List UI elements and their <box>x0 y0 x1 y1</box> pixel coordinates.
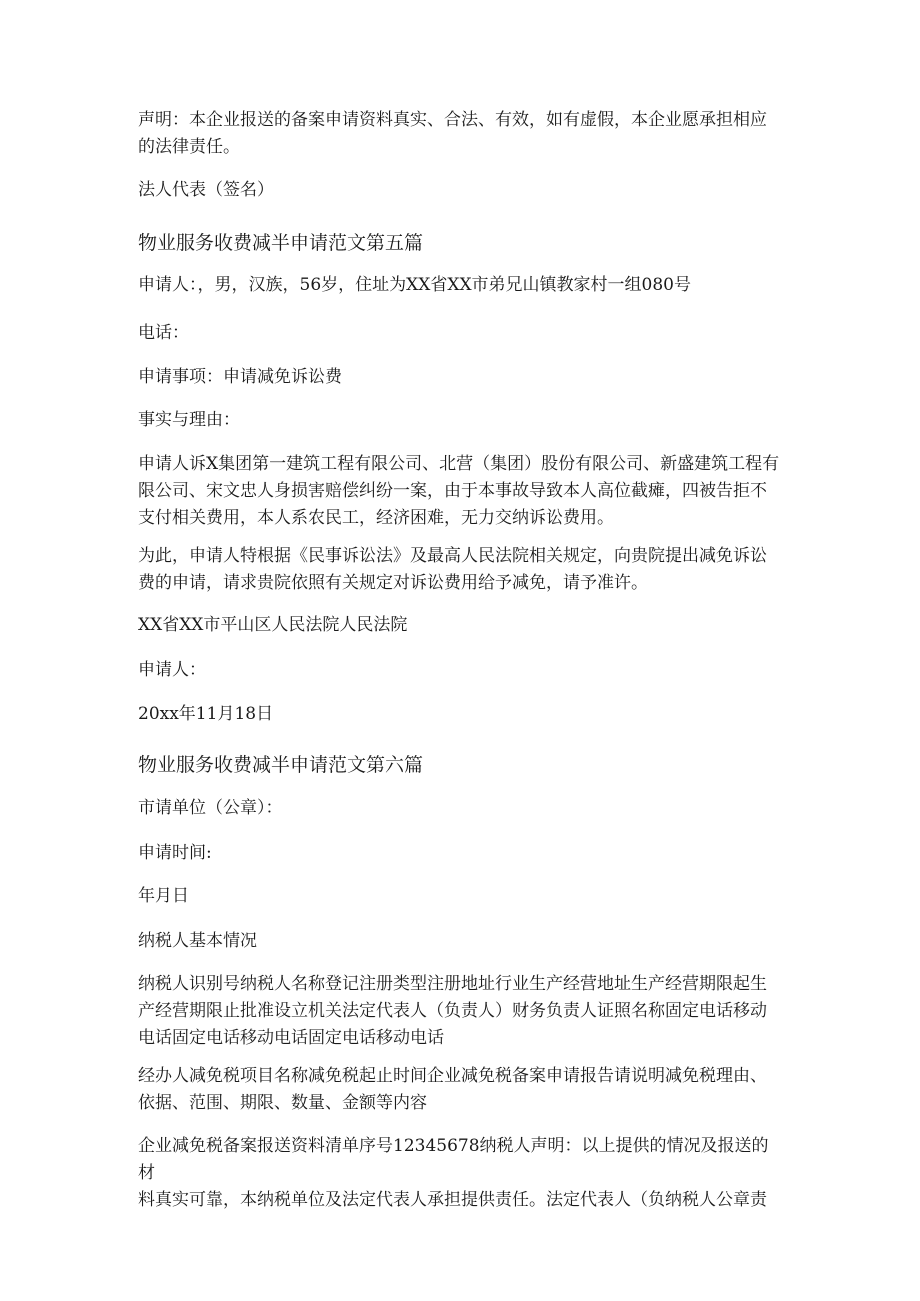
application-matter-line: 申请事项：申请减免诉讼费 <box>138 367 342 387</box>
facts-paragraph: 申请人诉X集团第一建筑工程有限公司、北营（集团）股份有限公司、新盛建筑工程有 限公司、宋文忠人身损害赔偿纠纷一案，由于本事故导致本人高位截瘫，四被告拒不 支付相关费用，本人系农民工，经济困难，无力交纳诉讼费用。 <box>138 454 780 528</box>
taxpayer-fields-paragraph: 纳税人识别号纳税人名称登记注册类型注册地址行业生产经营地址生产经营期限起生 产经营期限止批准设立机关法定代表人（负责人）财务负责人证照名称固定电话移动 电话固定电话移动电话固定电话移动电话 <box>138 974 767 1048</box>
filing-list-paragraph: 企业减免税备案报送资料清单序号12345678纳税人声明：以上提供的情况及报送的材 料真实可靠，本纳税单位及法定代表人承担提供责任。法定代表人（负纳税人公章责 <box>138 1136 769 1210</box>
taxpayer-basic-heading: 纳税人基本情况 <box>138 931 257 951</box>
section-heading-6: 物业服务收费减半申请范文第六篇 <box>138 754 424 776</box>
applicant-info-line: 申请人：，男，汉族，56岁，住址为XX省XX市弟兄山镇教家村一组080号 <box>138 275 691 295</box>
declaration-paragraph: 声明：本企业报送的备案申请资料真实、合法、有效，如有虚假，本企业愿承担相应 的法律责任。 <box>138 110 767 157</box>
date-line: 20xx年11月18日 <box>138 704 274 724</box>
court-name-line: XX省XX市平山区人民法院人民法院 <box>138 615 408 635</box>
legal-rep-signature-line: 法人代表（签名） <box>138 180 274 200</box>
application-time-line: 申请时间: <box>138 843 212 863</box>
facts-reasons-label: 事实与理由： <box>138 410 240 430</box>
request-paragraph: 为此，申请人特根据《民事诉讼法》及最高人民法院相关规定，向贵院提出减免诉讼 费的申请，请求贵院依照有关规定对诉讼费用给予减免，请予准许。 <box>138 546 767 593</box>
year-month-day-line: 年月日 <box>138 886 189 906</box>
section-heading-5: 物业服务收费减半申请范文第五篇 <box>138 232 424 254</box>
applicant-signature-line: 申请人： <box>138 660 206 680</box>
handler-fields-paragraph: 经办人减免税项目名称减免税起止时间企业减免税备案申请报告请说明减免税理由、 依据、范围、期限、数量、金额等内容 <box>138 1066 767 1113</box>
phone-line: 电话： <box>138 323 189 343</box>
applicant-unit-line: 市请单位（公章）： <box>138 798 283 818</box>
